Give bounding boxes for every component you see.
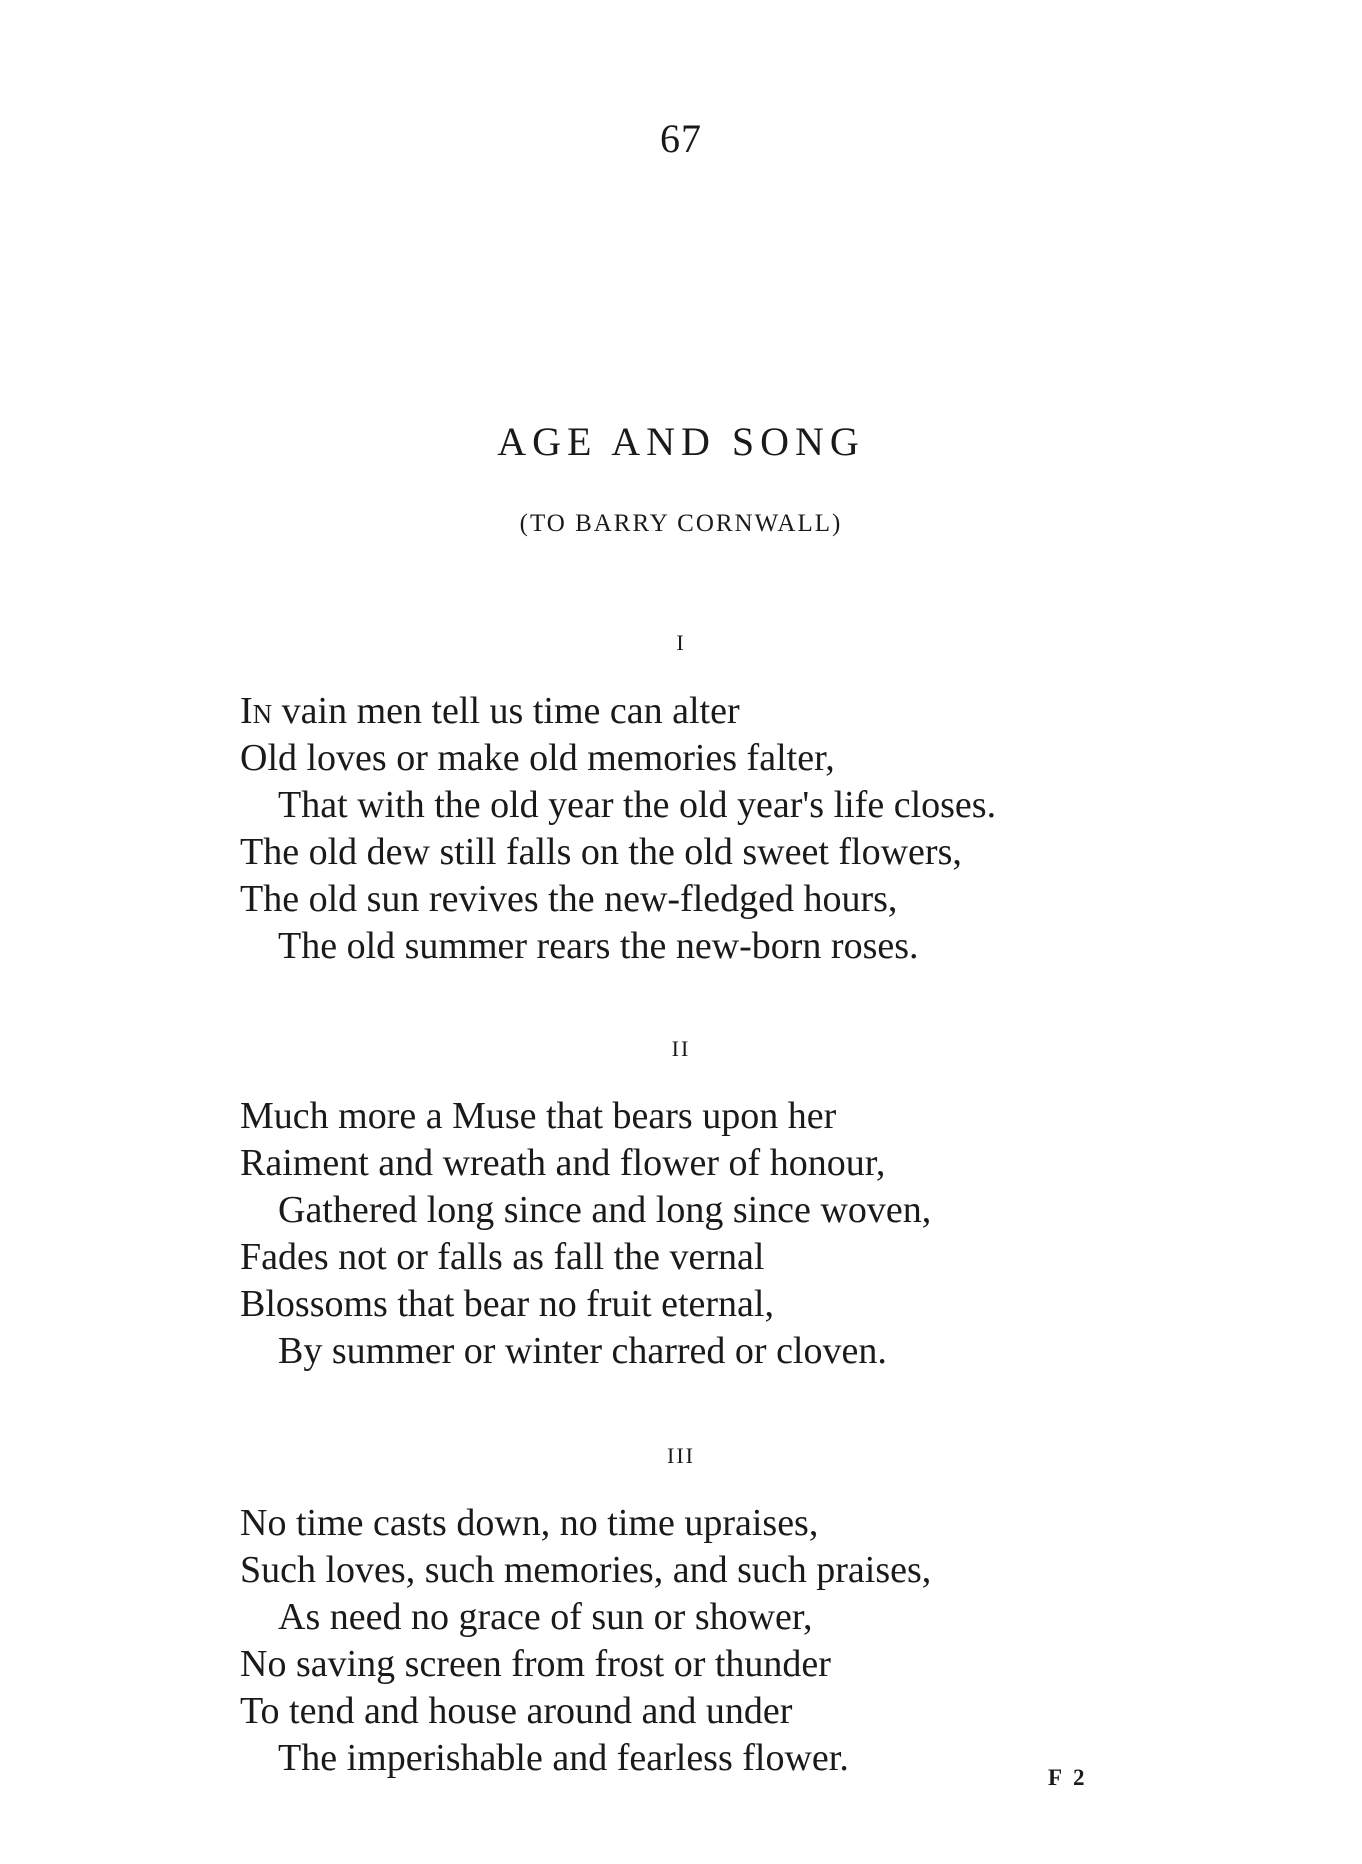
stanza-line: The old dew still falls on the old sweet flowers, [240, 831, 962, 873]
stanza-line: The imperishable and fearless flower. [278, 1737, 849, 1779]
stanza-numeral-2: II [671, 1036, 691, 1061]
stanza-line: The old sun revives the new-fledged hours, [240, 878, 898, 920]
stanza-line: In vain men tell us time can alter [240, 690, 740, 732]
stanza-numeral-3: III [667, 1443, 695, 1468]
stanza-line: Gathered long since and long since woven, [278, 1189, 932, 1231]
drop-lead-word: In [240, 690, 273, 732]
stanza-line: Such loves, such memories, and such praises, [240, 1549, 932, 1591]
stanza-line: Fades not or falls as fall the vernal [240, 1236, 765, 1278]
signature-mark: F 2 [1048, 1765, 1088, 1790]
stanza-line: To tend and house around and under [240, 1690, 793, 1732]
stanza-line: As need no grace of sun or shower, [278, 1596, 813, 1638]
stanza-2 [240, 1093, 1240, 1375]
stanza-line: Raiment and wreath and flower of honour, [240, 1142, 886, 1184]
page-number: 67 [660, 116, 702, 161]
stanza-line: By summer or winter charred or cloven. [278, 1330, 887, 1372]
stanza-line: Blossoms that bear no fruit eternal, [240, 1283, 774, 1325]
stanza-line: Much more a Muse that bears upon her [240, 1095, 837, 1137]
stanza-numeral-1: I [676, 630, 686, 655]
stanza-3 [240, 1500, 1240, 1782]
poem-title: AGE AND SONG [497, 419, 865, 464]
stanza-1 [240, 688, 1240, 970]
poem-dedication: (TO BARRY CORNWALL) [519, 510, 843, 537]
stanza-line: Old loves or make old memories falter, [240, 737, 835, 779]
stanza-line: No saving screen from frost or thunder [240, 1643, 831, 1685]
stanza-line: No time casts down, no time upraises, [240, 1502, 819, 1544]
stanza-line: That with the old year the old year's life closes. [278, 784, 997, 826]
stanza-line: The old summer rears the new-born roses. [278, 925, 919, 967]
